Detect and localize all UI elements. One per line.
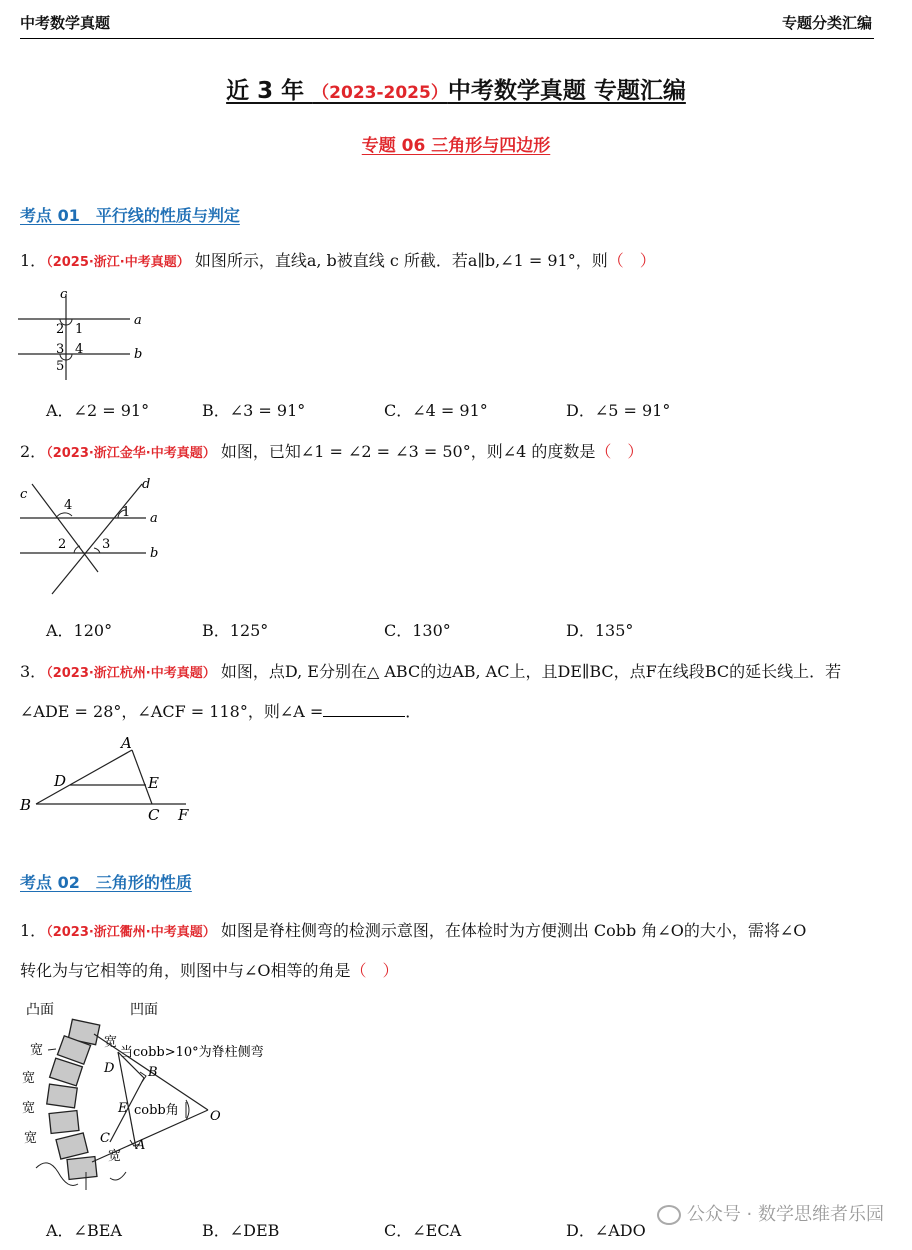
fig4-label-wide: 宽 (108, 1149, 122, 1164)
watermark: 公众号 · 数学思维者乐园 (657, 1200, 884, 1226)
q2-1-option-b: B．∠DEB (202, 1221, 280, 1240)
section1-heading: 考点 01 平行线的性质与判定 (20, 206, 240, 225)
figure-q1-3 (18, 734, 208, 826)
fig2-angle-3: 3 (102, 537, 111, 552)
title-suffix: 中考数学真题 专题汇编 (447, 78, 686, 104)
q1-1-option-d: D．∠5 = 91° (566, 401, 671, 420)
q2-1-option-c: C．∠ECA (384, 1221, 462, 1240)
wechat-icon (657, 1205, 681, 1225)
q1-2-option-d: D．135° (566, 621, 634, 640)
q2-1-option-d: D．∠ADO (566, 1221, 646, 1240)
q1-2-option-a: A．120° (46, 621, 113, 640)
title-years: （2023-2025） (312, 83, 448, 103)
q1-1-option-b: B．∠3 = 91° (202, 401, 306, 420)
question-2-1-line2: 转化为与它相等的角，则图中与∠O相等的角是（ ） (20, 961, 399, 980)
question-1-3-line2: ∠ADE = 28°，∠ACF = 118°，则∠A = ． (20, 702, 422, 721)
fig4-note: 当cobb>10°为脊柱侧弯 (120, 1045, 264, 1060)
fig3-label-D: D (54, 772, 67, 790)
fig4-label-E: E (118, 1101, 128, 1116)
fig1-angle-1: 1 (75, 322, 84, 337)
header-left: 中考数学真题 (20, 14, 111, 32)
fig2-angle-1: 1 (122, 505, 131, 520)
fig4-label-convex: 凸面 (26, 1002, 54, 1018)
fig3-label-E: E (148, 774, 159, 792)
fig2-label-a: a (150, 511, 158, 526)
fig3-label-B: B (20, 796, 32, 814)
fig1-angle-5: 5 (56, 359, 65, 374)
fig2-label-b: b (150, 546, 159, 561)
fig4-label-wide: 宽 (30, 1043, 44, 1058)
fig3-label-F: F (178, 806, 189, 824)
fig4-label-wide: 宽 (22, 1101, 36, 1116)
fig2-label-c: c (20, 487, 28, 502)
fig4-label-D: D (104, 1061, 115, 1076)
fig4-label-C: C (100, 1131, 110, 1146)
q2-1-option-a: A．∠BEA (46, 1221, 122, 1240)
question-source: （2023·浙江杭州·中考真题） (46, 666, 216, 681)
section2-heading: 考点 02 三角形的性质 (20, 873, 192, 892)
fig2-label-d: d (142, 477, 151, 492)
q1-2-option-c: C．130° (384, 621, 451, 640)
fig3-label-A: A (121, 734, 132, 752)
question-1-1: 1．（2025·浙江·中考真题） 如图所示，直线a, b被直线 c 所截．若a∥b,∠1 = 91°，则（ ） (20, 251, 656, 270)
header-right: 专题分类汇编 (781, 14, 872, 32)
question-source: （2025·浙江·中考真题） (46, 255, 190, 270)
answer-blank[interactable] (323, 700, 405, 717)
fig4-label-B: B (148, 1065, 158, 1080)
fig1-label-a: a (134, 313, 142, 328)
question-1-2: 2．（2023·浙江金华·中考真题） 如图，已知∠1 = ∠2 = ∠3 = 50°，则∠4 的度数是（ ） (20, 442, 644, 461)
fig4-label-wide: 宽 (104, 1035, 118, 1050)
fig3-label-C: C (148, 806, 160, 824)
fig4-label-cobb: cobb角 (134, 1103, 179, 1118)
fig1-label-c: c (60, 287, 68, 302)
question-2-1: 1．（2023·浙江衢州·中考真题） 如图是脊柱侧弯的检测示意图，在体检时为方便测出 Cobb 角∠O的大小，需将∠O (20, 921, 807, 940)
figure-q2-1 (18, 994, 298, 1194)
figure-q1-1 (18, 282, 178, 382)
fig1-angle-2: 2 (56, 322, 65, 337)
fig4-label-wide: 宽 (24, 1131, 38, 1146)
question-source: （2023·浙江金华·中考真题） (46, 446, 216, 461)
figure-q1-2 (18, 474, 178, 598)
question-source: （2023·浙江衢州·中考真题） (46, 925, 216, 940)
header-rule (20, 38, 874, 39)
q1-2-option-b: B．125° (202, 621, 269, 640)
fig1-angle-3: 3 (56, 342, 65, 357)
fig2-angle-2: 2 (58, 537, 67, 552)
fig1-angle-4: 4 (75, 342, 84, 357)
fig2-angle-4: 4 (64, 498, 73, 513)
fig4-label-concave: 凹面 (130, 1002, 158, 1018)
fig4-label-wide: 宽 (22, 1071, 36, 1086)
page-title (0, 72, 912, 105)
question-1-3: 3．（2023·浙江杭州·中考真题） 如图，点D, E分别在△ ABC的边AB, AC上，且DE∥BC，点F在线段BC的延长线上．若 (20, 662, 842, 681)
page-subtitle: 专题 06 三角形与四边形 (361, 136, 551, 156)
fig4-label-O: O (210, 1109, 221, 1124)
q1-1-option-c: C．∠4 = 91° (384, 401, 488, 420)
q1-1-option-a: A．∠2 = 91° (46, 401, 150, 420)
fig4-label-A: A (136, 1138, 146, 1153)
fig1-label-b: b (134, 347, 143, 362)
title-prefix: 近 3 年 (226, 78, 313, 104)
